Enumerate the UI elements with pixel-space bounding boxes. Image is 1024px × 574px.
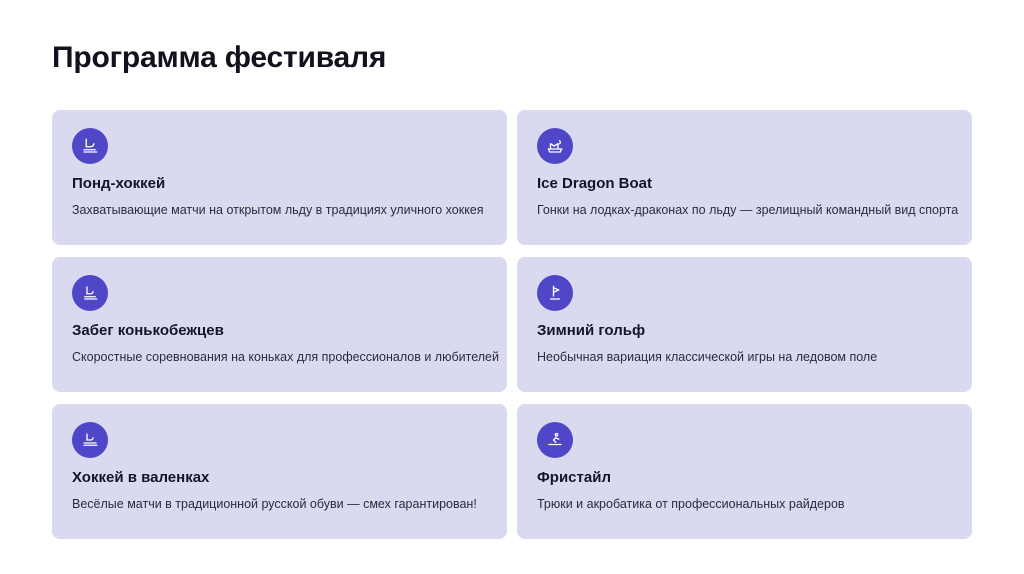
card-description: Весёлые матчи в традиционной русской обуви — смех гарантирован! [72,497,477,511]
freestyle-skier-icon [537,422,573,458]
card-description: Трюки и акробатика от профессиональных райдеров [537,497,845,511]
program-card[interactable] [517,110,972,245]
card-title: Забег конькобежцев [72,322,224,339]
program-card[interactable] [52,110,507,245]
page-title: Программа фестиваля [52,41,387,74]
golf-icon [537,275,573,311]
program-card-grid [52,110,972,539]
program-card[interactable] [517,404,972,539]
felt-boot-icon [72,422,108,458]
card-title: Фристайл [537,469,611,486]
speed-skate-icon [72,275,108,311]
card-title: Понд-хоккей [72,175,166,192]
card-description: Необычная вариация классической игры на ледовом поле [537,350,878,364]
program-card[interactable] [52,404,507,539]
card-description: Скоростные соревнования на коньках для профессионалов и любителей [72,350,499,364]
card-description: Захватывающие матчи на открытом льду в традициях уличного хоккея [72,203,484,217]
card-title: Хоккей в валенках [72,469,210,486]
card-title: Зимний гольф [537,322,646,339]
ice-skate-icon [72,128,108,164]
program-card[interactable] [52,257,507,392]
program-card[interactable] [517,257,972,392]
dragon-boat-icon [537,128,573,164]
card-description: Гонки на лодках-драконах по льду — зрелищный командный вид спорта [537,203,959,217]
card-title: Ice Dragon Boat [537,175,653,192]
